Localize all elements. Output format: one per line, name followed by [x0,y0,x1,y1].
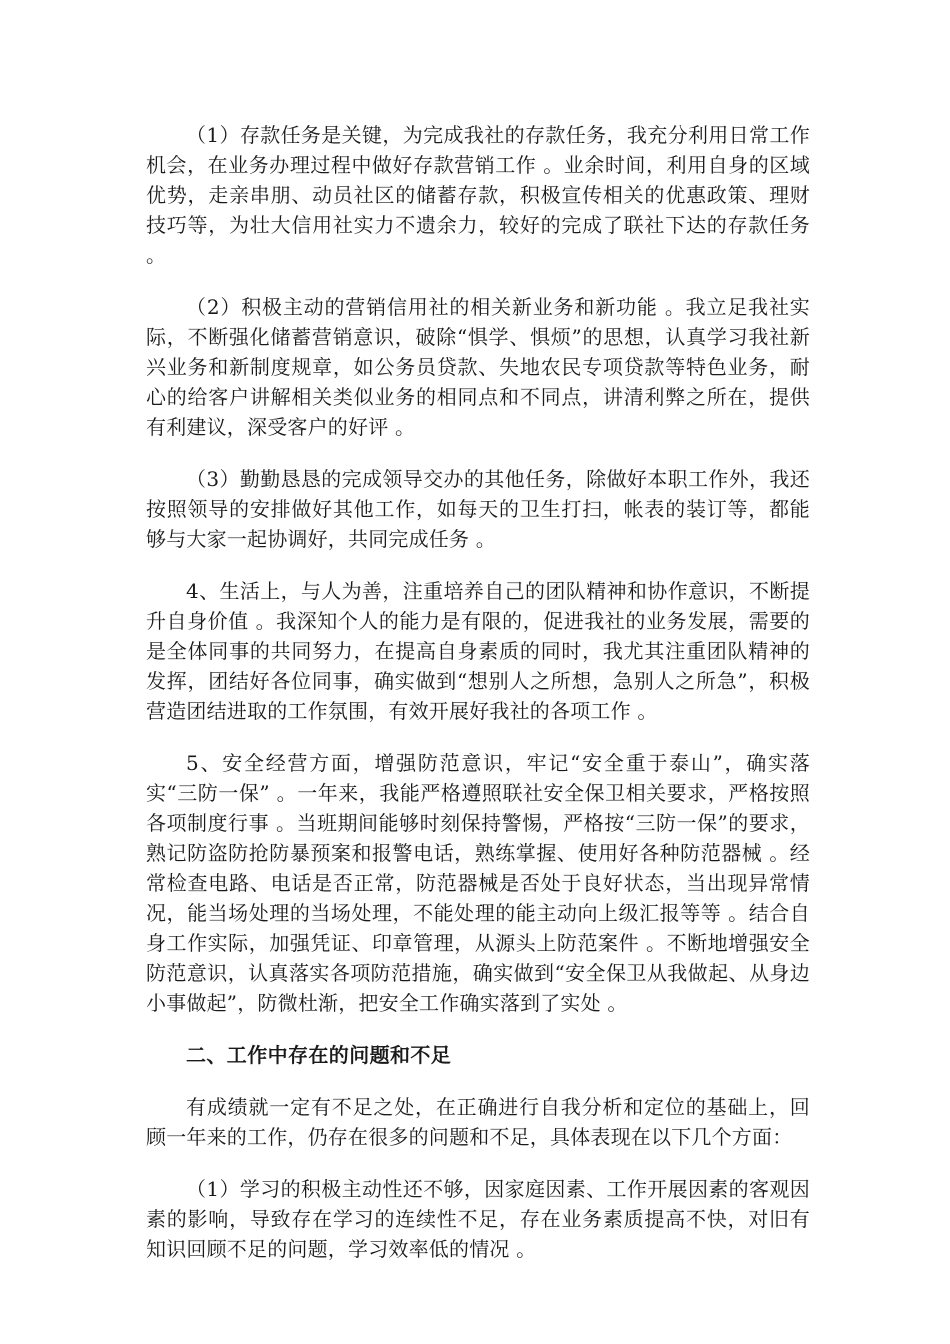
paragraph-deposit-task: （1）存款任务是关键，为完成我社的存款任务，我充分利用日常工作机会，在业务办理过程中做好存款营销工作 。业余时间，利用自身的区域优势，走亲串朋、动员社区的储蓄存款，积极宣传相关的优惠政策、理财技巧等，为壮大信用社实力不遗余力，较好的完成了联社下达的存款任务 。 [146,123,810,267]
paragraph-learning-issue: （1）学习的积极主动性还不够，因家庭因素、工作开展因素的客观因素的影响，导致存在学习的连续性不足，存在业务素质提高不快，对旧有知识回顾不足的问题，学习效率低的情况 。 [146,1177,810,1261]
paragraph-new-business-marketing: （2）积极主动的营销信用社的相关新业务和新功能 。我立足我社实际，不断强化储蓄营销意识，破除“惧学、惧烦”的思想，认真学习我社新兴业务和新制度规章，如公务员贷款、失地农民专项贷款等特色业务，耐心的给客户讲解相关类似业务的相同点和不同点，讲清利弊之所在，提供有利建议，深受客户的好评 。 [146,295,810,439]
paragraph-problems-intro: 有成绩就一定有不足之处，在正确进行自我分析和定位的基础上，回顾一年来的工作，仍存在很多的问题和不足，具体表现在以下几个方面： [146,1095,810,1149]
paragraph-team-spirit: 4、生活上，与人为善，注重培养自己的团队精神和协作意识，不断提升自身价值 。我深知个人的能力是有限的，促进我社的业务发展，需要的是全体同事的共同努力，在提高自身素质的同时，我尤其注重团队精神的发挥，团结好各位同事，确实做到“想别人之所想，急别人之所急”，积极营造团结进取的工作氛围，有效开展好我社的各项工作 。 [146,579,810,723]
paragraph-safety-operations: 5、安全经营方面，增强防范意识，牢记“安全重于泰山”，确实落实“三防一保” 。一年来，我能严格遵照联社安全保卫相关要求，严格按照各项制度行事 。当班期间能够时刻保持警惕，严格按“三防一保”的要求，熟记防盗防抢防暴预案和报警电话，熟练掌握、使用好各种防范器械 。经常检查电路、电话是否正常，防范器械是否处于良好状态，当出现异常情况，能当场处理的当场处理，不能处理的能主动向上级汇报等等 。结合自身工作实际，加强凭证、印章管理，从源头上防范案件 。不断地增强安全防范意识，认真落实各项防范措施，确实做到“安全保卫从我做起、从身边小事做起”，防微杜渐，把安全工作确实落到了实处 。 [146,751,810,1015]
section-heading-problems: 二、工作中存在的问题和不足 [186,1043,452,1067]
document-body [146,120,810,1286]
paragraph-leadership-tasks: （3）勤勤恳恳的完成领导交办的其他任务，除做好本职工作外，我还按照领导的安排做好其他工作，如每天的卫生打扫，帐表的装订等，都能够与大家一起协调好，共同完成任务 。 [146,467,810,551]
